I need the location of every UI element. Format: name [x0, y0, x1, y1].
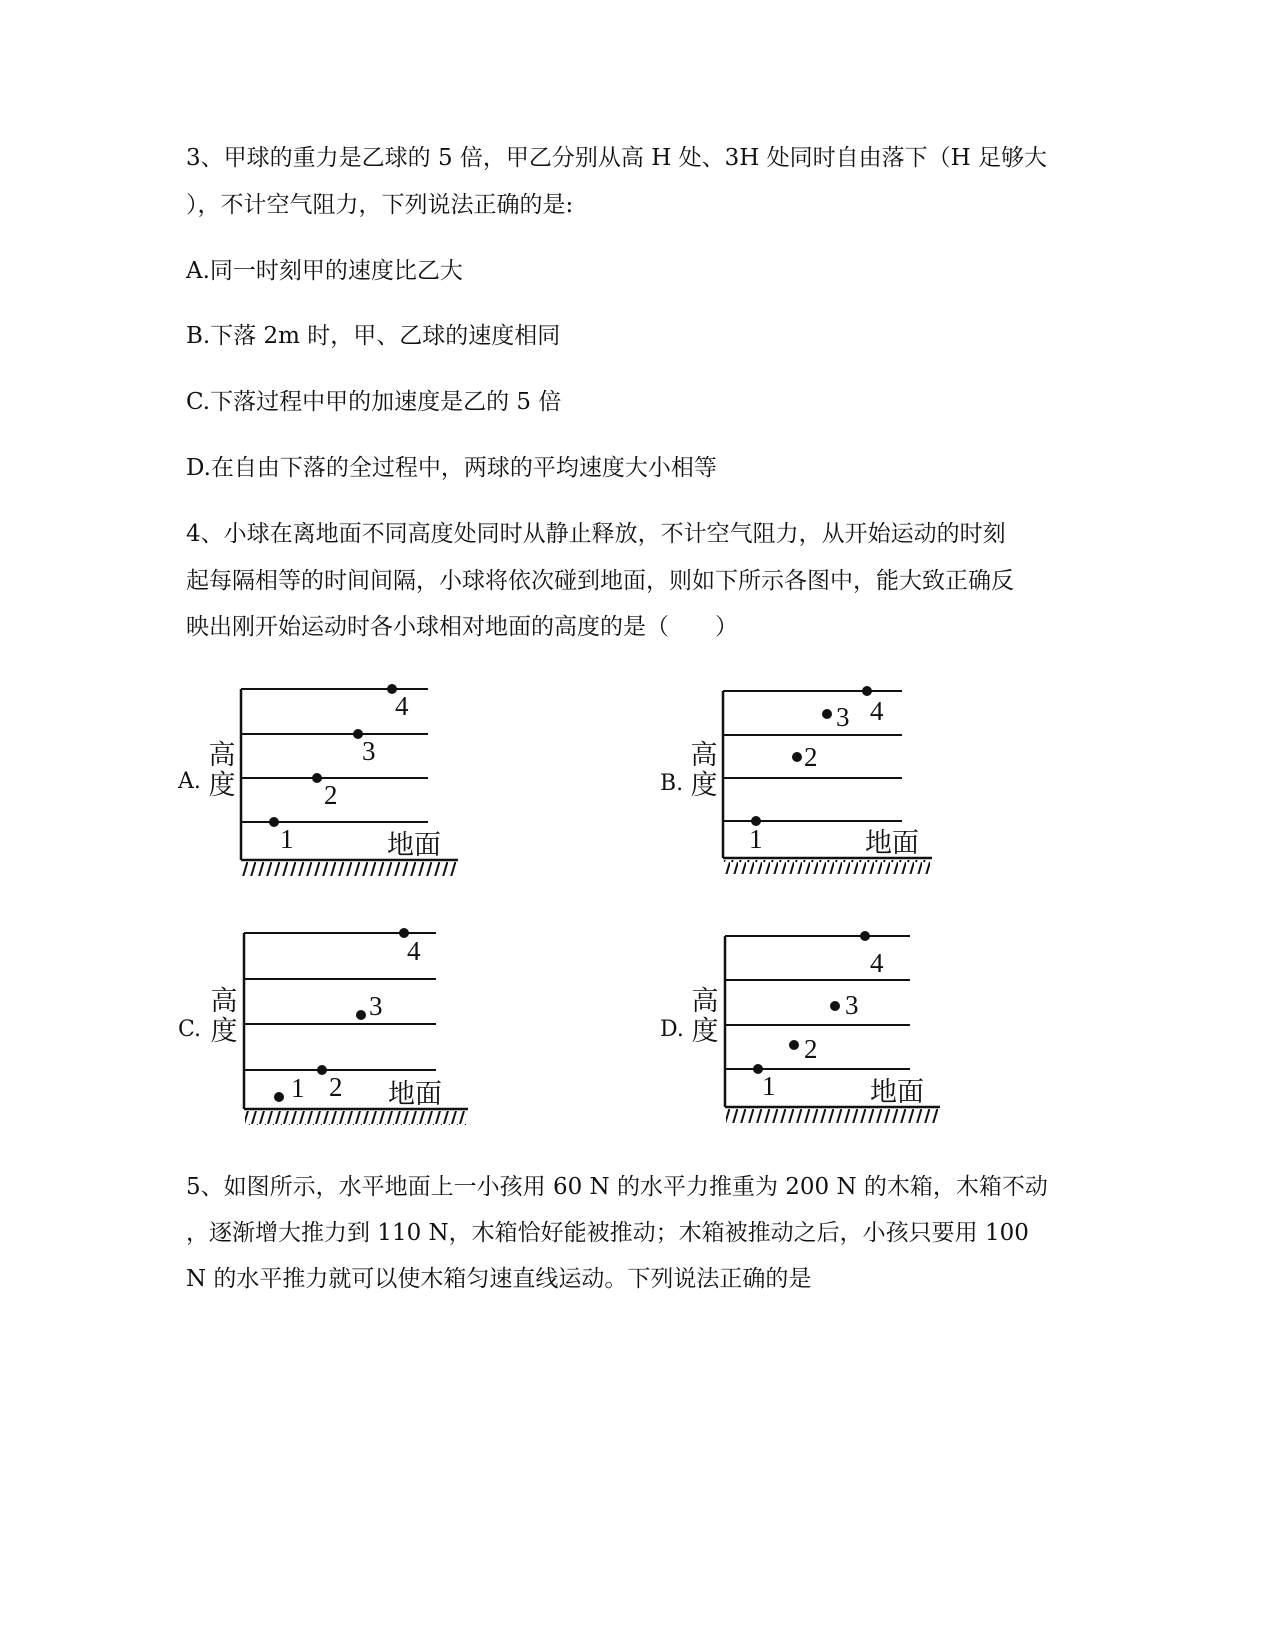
- ball-label-2: 2: [804, 742, 818, 772]
- axis-label-degree: 度: [208, 770, 236, 801]
- ball-4: [862, 686, 872, 696]
- ground-hatching: [242, 862, 456, 876]
- axis-label-degree: 度: [691, 1016, 719, 1047]
- figure-b: [658, 682, 978, 892]
- ball-label-4: 4: [395, 691, 409, 721]
- ball-label-1: 1: [291, 1073, 305, 1103]
- ground-label: 地面: [388, 1079, 442, 1110]
- figure-d: [658, 927, 978, 1137]
- ball-label-2: 2: [324, 780, 338, 810]
- ball-label-4: 4: [870, 696, 884, 726]
- ball-label-1: 1: [762, 1071, 776, 1101]
- q3-option-c: C.下落过程中甲的加速度是乙的 5 倍: [186, 389, 562, 415]
- figure-c: [178, 924, 498, 1134]
- ball-1: [269, 817, 279, 827]
- q3-option-a: A.同一时刻甲的速度比乙大: [186, 258, 463, 284]
- q4-stem-line2: 起每隔相等的时间间隔，小球将依次碰到地面，则如下所示各图中，能大致正确反: [186, 568, 1014, 594]
- ball-label-1: 1: [749, 824, 763, 854]
- axis-label-high: 高: [210, 986, 238, 1017]
- q3-option-b: B.下落 2m 时，甲、乙球的速度相同: [186, 323, 561, 349]
- figure-c-option-letter: C.: [178, 1017, 202, 1042]
- axis-label-degree: 度: [210, 1016, 238, 1047]
- q3-stem-line1: 3、甲球的重力是乙球的 5 倍，甲乙分别从高 H 处、3H 处同时自由落下（H 足够大: [186, 145, 1047, 171]
- ball-2: [312, 773, 322, 783]
- q4-stem-line1: 4、小球在离地面不同高度处同时从静止释放，不计空气阻力，从开始运动的时刻: [186, 521, 1006, 547]
- ball-2: [317, 1065, 327, 1075]
- figure-b-option-letter: B.: [660, 771, 684, 796]
- q4-stem-line3: 映出刚开始运动时各小球相对地面的高度的是（ ）: [186, 614, 738, 640]
- ball-1: [274, 1092, 284, 1102]
- ground-label: 地面: [870, 1077, 924, 1108]
- ball-label-4: 4: [870, 948, 884, 978]
- ball-label-3: 3: [836, 702, 850, 732]
- ball-label-3: 3: [369, 991, 383, 1021]
- figure-a: [176, 680, 496, 890]
- q3-option-d: D.在自由下落的全过程中，两球的平均速度大小相等: [186, 455, 717, 481]
- ball-2: [792, 752, 802, 762]
- q5-stem-line3: N 的水平推力就可以使木箱匀速直线运动。下列说法正确的是: [186, 1266, 812, 1292]
- ball-label-3: 3: [845, 990, 859, 1020]
- ball-3: [356, 1010, 366, 1020]
- q5-stem-line2: ，逐渐增大推力到 110 N，木箱恰好能被推动；木箱被推动之后，小孩只要用 100: [186, 1220, 1029, 1246]
- q3-stem-line2: ），不计空气阻力，下列说法正确的是:: [186, 192, 574, 218]
- ball-3: [822, 709, 832, 719]
- ground-hatching: [245, 1111, 466, 1125]
- ball-3: [830, 1001, 840, 1011]
- ball-label-1: 1: [280, 824, 294, 854]
- ball-2: [789, 1040, 799, 1050]
- axis-label-high: 高: [691, 986, 719, 1017]
- axis-label-degree: 度: [690, 770, 718, 801]
- ball-label-2: 2: [329, 1072, 343, 1102]
- ground-hatching: [724, 860, 930, 874]
- ball-label-3: 3: [362, 736, 376, 766]
- axis-label-high: 高: [208, 740, 236, 771]
- ground-label: 地面: [865, 828, 919, 859]
- ball-label-2: 2: [804, 1034, 818, 1064]
- ground-hatching: [726, 1109, 938, 1123]
- figure-d-option-letter: D.: [660, 1017, 684, 1042]
- q5-stem-line1: 5、如图所示，水平地面上一小孩用 60 N 的水平力推重为 200 N 的木箱，木箱不动: [186, 1174, 1048, 1200]
- figure-a-option-letter: A.: [178, 769, 201, 794]
- axis-label-high: 高: [690, 740, 718, 771]
- ball-label-4: 4: [407, 936, 421, 966]
- ground-label: 地面: [387, 830, 441, 861]
- ball-4: [860, 931, 870, 941]
